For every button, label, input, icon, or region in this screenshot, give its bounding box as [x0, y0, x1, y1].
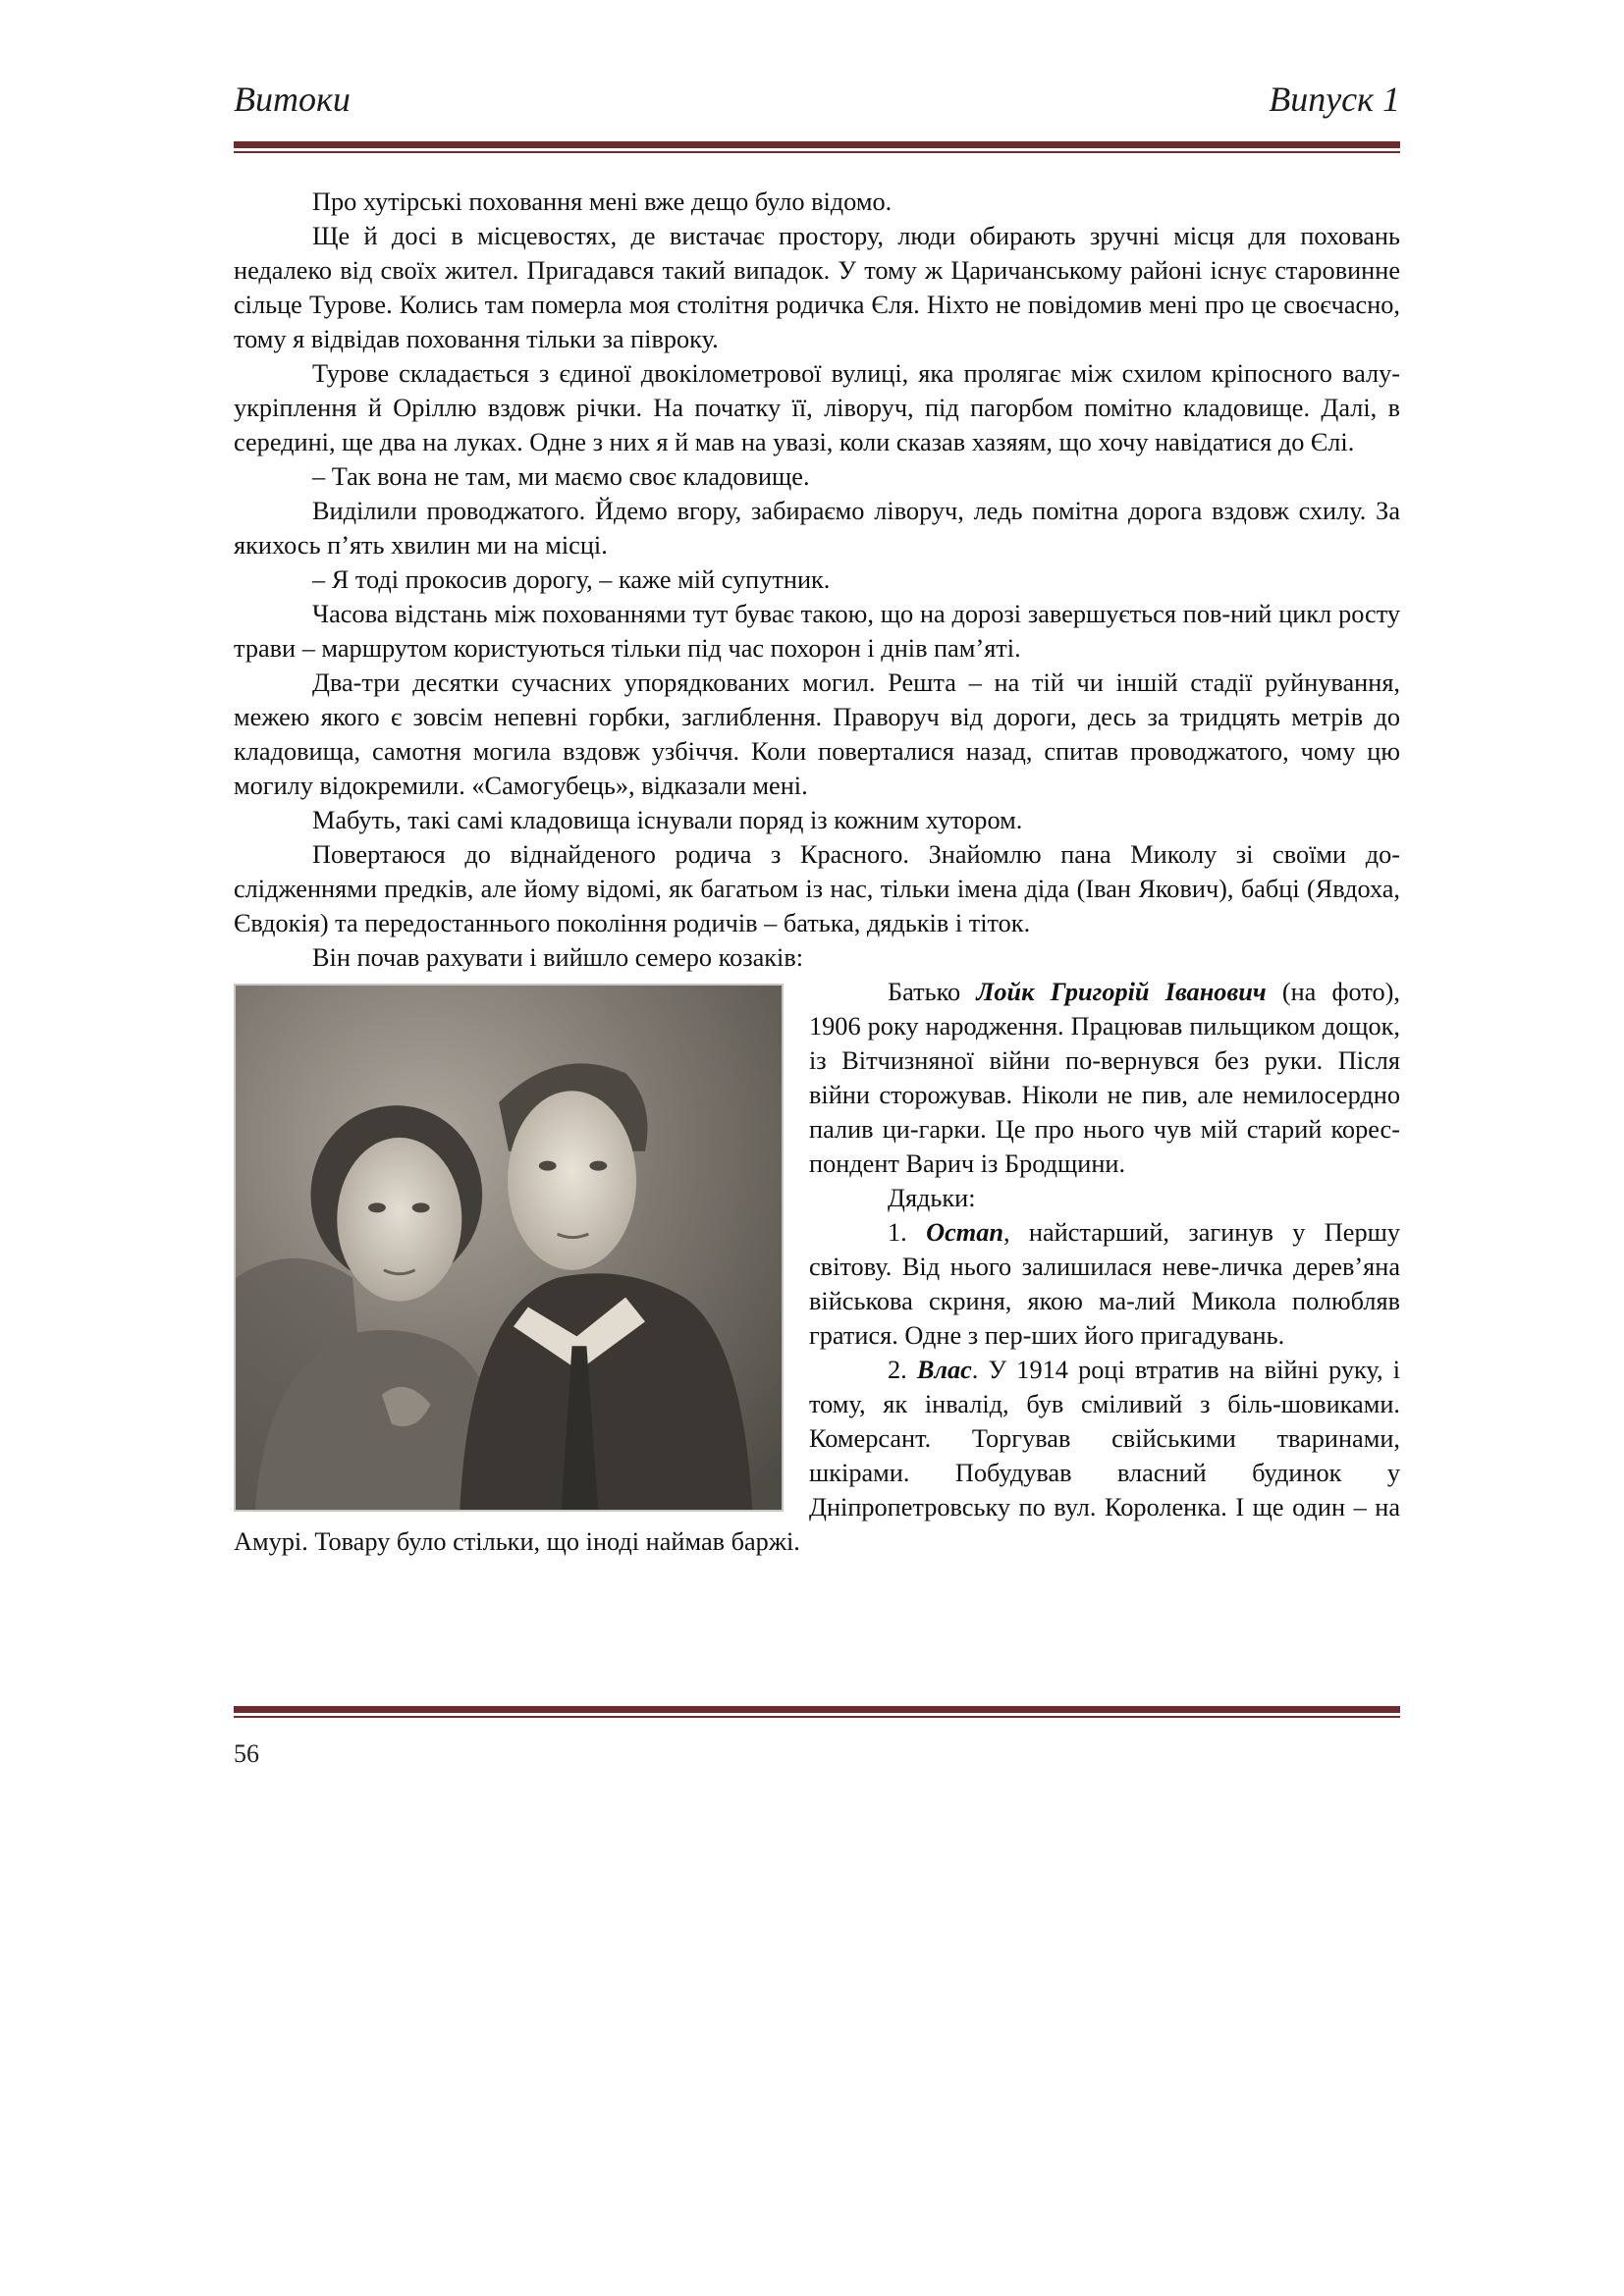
person-name: Влас — [916, 1356, 972, 1384]
running-header — [234, 79, 1400, 120]
paragraph: Про хутірські поховання мені вже дещо було відомо. — [312, 187, 893, 216]
journal-title: Витоки — [234, 80, 351, 119]
header-rule — [234, 141, 1400, 153]
issue-label: Випуск 1 — [1269, 80, 1400, 119]
paragraph: – Так вона не там, ми маємо своє кладовище. — [312, 462, 810, 491]
paragraph-text: , найстарший, загинув у Першу світову. Від нього залишилася неве-личка дерев’яна військова скриня, якою ма-лий Микола полюбляв гратися. Одне з пер-ших його пригадувань. — [809, 1218, 1400, 1350]
uncles-heading: Дядьки: — [888, 1184, 976, 1212]
paragraph: Два-три десятки сучасних упорядкованих могил. Решта – на тій чи іншій стадії руйнування, межею якого є зовсім непевні горбки, заглиблення. Праворуч від дороги, десь за тридцять метрів до кладовища, самотня могила вздовж узбіччя. Коли поверталися назад, спитав проводжатого, чому цю могилу відокремили. «Самогубець», відказали мені. — [234, 668, 1400, 800]
paragraph: – Я тоді прокосив дорогу, – каже мій супутник. — [312, 565, 831, 594]
paragraph-text: (на фото), 1906 року народження. Працював пильщиком дощок, із Вітчизняної війни по-вернувся без руки. Після війни сторожував. Ніколи не пив, але немилосердно палив ци-гарки. Це про нього чув мій старий корес-пондент Варич із Бродщини. — [809, 978, 1400, 1178]
list-number: 1. — [888, 1218, 927, 1247]
paragraph: Ще й досі в місцевостях, де вистачає простору, люди обирають зручні місця для поховань недалеко від своїх жител. Пригадався такий випадок. У тому ж Царичанському районі існує старовинне сільце Турове. Колись там померла моя столітня родичка Єля. Ніхто не повідомив мені про це своєчасно, тому я відвідав поховання тільки за півроку. — [234, 222, 1400, 353]
article-body — [234, 185, 1400, 1559]
paragraph: Мабуть, такі самі кладовища існували поряд із кожним хутором. — [312, 806, 1023, 834]
page-number: 56 — [234, 1739, 259, 1768]
footer-rule — [234, 1706, 1400, 1718]
person-name: Лойк Григорій Іванович — [976, 978, 1267, 1006]
paragraph: Повертаюся до віднайденого родича з Красного. Знайомлю пана Миколу зі своїми до-слідженнями предків, але йому відомі, як багатьом із нас, тільки імена діда (Іван Якович), бабці (Явдоха, Євдокія) та передостаннього покоління родичів – батька, дядьків і тіток. — [234, 840, 1400, 937]
paragraph: Він почав рахувати і вийшло семеро козаків: — [312, 943, 804, 972]
paragraph: Турове складається з єдиної двокілометрової вулиці, яка пролягає між схилом кріпосного валу-укріплення й Оріллю вздовж річки. На початку її, ліворуч, під пагорбом помітно кладовище. Далі, в середині, ще два на луках. Одне з них я й мав на увазі, коли сказав хазяям, що хочу навідатися до Єлі. — [234, 359, 1400, 456]
paragraph: Виділили проводжатого. Йдемо вгору, забираємо ліворуч, ледь помітна дорога вздовж схилу. За якихось п’ять хвилин ми на місці. — [234, 497, 1400, 560]
paragraph: Часова відстань між похованнями тут буває такою, що на дорозі завершується пов-ний цикл росту трави – маршрутом користуються тільки під час похорон і днів пам’яті. — [234, 600, 1400, 663]
paragraph-lead: Батько — [888, 978, 977, 1006]
portrait-photo — [234, 984, 784, 1512]
paragraph-text: . У 1914 році втратив на війні руку, і тому, як інвалід, був сміливий з біль-шовиками. Комерсант. Торгував свійськими тваринами, шкірами. Побудував власний будинок у Дніпропетровську по вул. Короленка. І ще один – на Амурі. Товару було стільки, що іноді наймав баржі. — [234, 1356, 1401, 1556]
person-name: Остап — [926, 1218, 1003, 1247]
list-number: 2. — [888, 1356, 917, 1384]
